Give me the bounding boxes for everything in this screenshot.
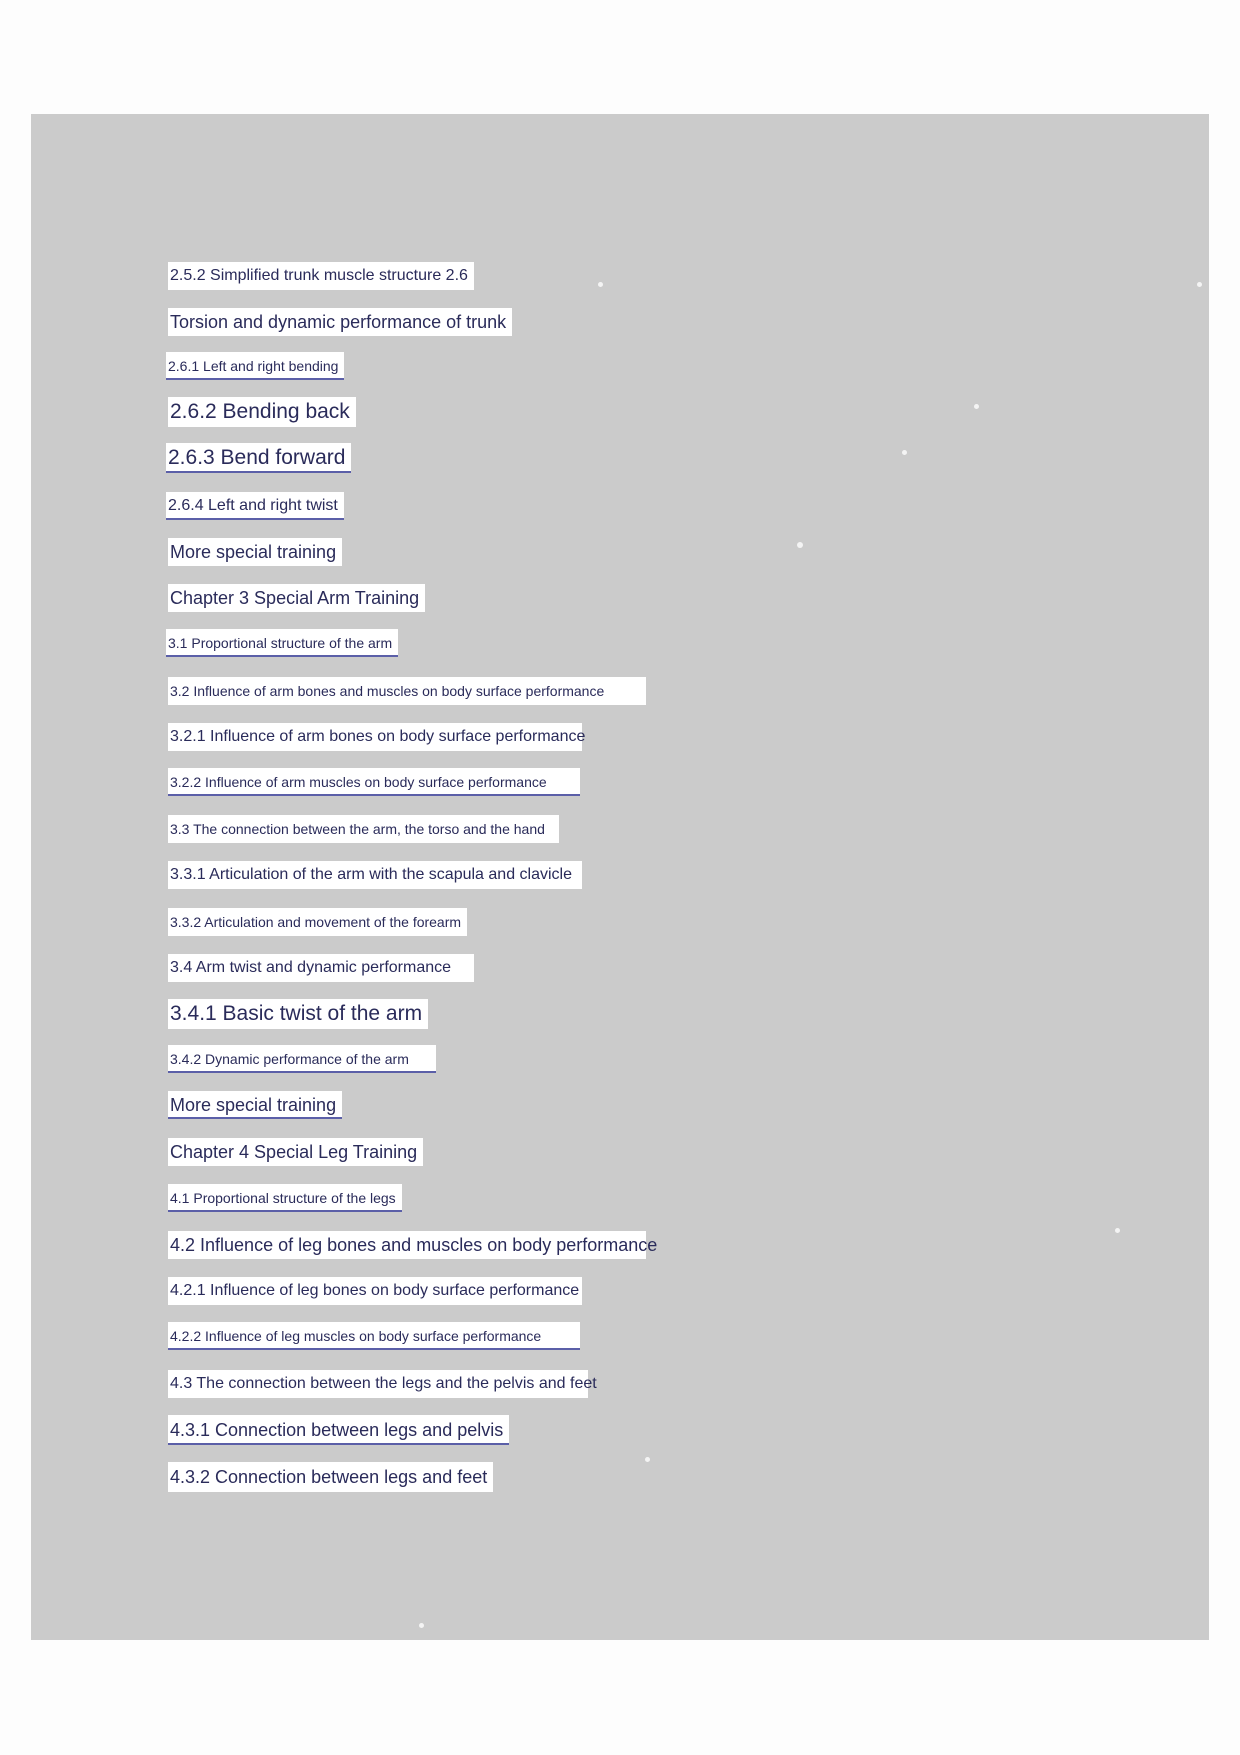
toc-entry[interactable]: 2.6.3 Bend forward bbox=[166, 443, 351, 473]
toc-entry[interactable]: 4.3.1 Connection between legs and pelvis bbox=[168, 1415, 509, 1445]
toc-entry[interactable]: 2.5.2 Simplified trunk muscle structure 2.6 bbox=[168, 262, 474, 290]
toc-entry[interactable]: 3.4.1 Basic twist of the arm bbox=[168, 999, 428, 1029]
dust-speck bbox=[645, 1457, 650, 1462]
toc-entry[interactable]: 2.6.4 Left and right twist bbox=[166, 492, 344, 520]
dust-speck bbox=[419, 1623, 424, 1628]
toc-entry[interactable]: 2.6.1 Left and right bending bbox=[166, 352, 344, 380]
toc-entry[interactable]: Chapter 3 Special Arm Training bbox=[168, 584, 425, 612]
toc-entry[interactable]: 3.3 The connection between the arm, the torso and the hand bbox=[168, 815, 559, 843]
toc-entry[interactable]: Torsion and dynamic performance of trunk bbox=[168, 308, 512, 336]
toc-entry[interactable]: More special training bbox=[168, 538, 342, 566]
toc-entry[interactable]: 3.2 Influence of arm bones and muscles on body surface performance bbox=[168, 677, 646, 705]
toc-entry[interactable]: 4.3 The connection between the legs and the pelvis and feet bbox=[168, 1370, 588, 1398]
dust-speck bbox=[1197, 282, 1202, 287]
toc-entry[interactable]: 3.2.1 Influence of arm bones on body surface performance bbox=[168, 723, 582, 751]
toc-entry[interactable]: 2.6.2 Bending back bbox=[168, 397, 356, 427]
toc-entry[interactable]: 3.1 Proportional structure of the arm bbox=[166, 629, 398, 657]
toc-entry[interactable]: 3.2.2 Influence of arm muscles on body surface performance bbox=[168, 768, 580, 796]
toc-entry[interactable]: 4.1 Proportional structure of the legs bbox=[168, 1184, 402, 1212]
toc-entry[interactable]: 4.3.2 Connection between legs and feet bbox=[168, 1462, 493, 1492]
dust-speck bbox=[974, 404, 979, 409]
dust-speck bbox=[797, 542, 803, 548]
toc-entry[interactable]: 4.2 Influence of leg bones and muscles on body performance bbox=[168, 1231, 646, 1259]
toc-entry[interactable]: 4.2.1 Influence of leg bones on body surface performance bbox=[168, 1277, 582, 1305]
toc-entry[interactable]: 4.2.2 Influence of leg muscles on body surface performance bbox=[168, 1322, 580, 1350]
toc-entry[interactable]: 3.4.2 Dynamic performance of the arm bbox=[168, 1045, 436, 1073]
toc-entry[interactable]: 3.4 Arm twist and dynamic performance bbox=[168, 954, 474, 982]
toc-entry[interactable]: 3.3.1 Articulation of the arm with the scapula and clavicle bbox=[168, 861, 582, 889]
dust-speck bbox=[902, 450, 907, 455]
toc-entry[interactable]: 3.3.2 Articulation and movement of the forearm bbox=[168, 908, 467, 936]
dust-speck bbox=[598, 282, 603, 287]
toc-entry[interactable]: More special training bbox=[168, 1091, 342, 1119]
toc-entry[interactable]: Chapter 4 Special Leg Training bbox=[168, 1138, 423, 1166]
dust-speck bbox=[1115, 1228, 1120, 1233]
